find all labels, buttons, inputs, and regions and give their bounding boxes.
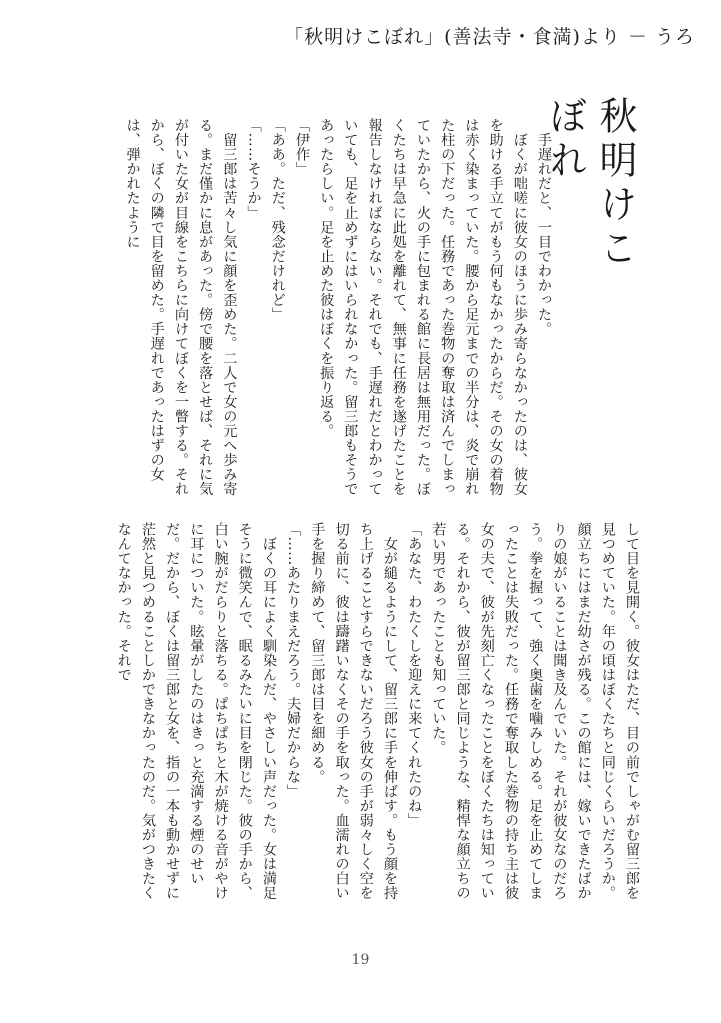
paragraph: 留三郎は苦々し気に顔を歪めた。二人で女の元へ歩み寄る。まだ僅かに息があった。傍で腰を落とせば、それに気が付いた女が目線をこちらに向けてぼくを一瞥する。それから、ぼくの隣で目を留めた。手遅れであったはずの女は、弾かれたように <box>124 118 238 497</box>
dialogue-line: 「ああ。ただ、残念だけれど」 <box>269 118 286 322</box>
paragraph: ぼくが咄嗟に彼女のほうに歩み寄らなかったのは、彼女を助ける手立てがもう何もなかったからだ。その女の着物は赤く染まっていた。腰から足元までの半分は、炎で崩れた柱の下だった。任務であった巻物の奪取は済んでしまっていたから、火の手に包まれる館に長居は無用だった。ぼくたちは早急に此処を離れて、無事に任務を遂げたことを報告しなければならない。それでも、手遅れだとわかっていても、足を止めずにはいられなかった。留三郎もそうであったらしい。足を止めた彼はぼくを振り返る。 <box>318 118 528 497</box>
text-block-upper <box>104 118 556 506</box>
dialogue-line: 「……あたりまえだろう。夫婦だからな」 <box>285 522 302 799</box>
dialogue-line: 「……そうか」 <box>245 118 262 220</box>
page-number: 19 <box>351 952 370 968</box>
story-title: 秋明けこぼれ <box>543 96 637 272</box>
paragraph: 女が縋るようにして、留三郎に手を伸ばす。もう顔を持ち上げることすらできないだろう彼女の手が弱々しく空を切る前に、彼は躊躇いなくその手を取った。血濡れの白い手を握り締めて、留三郎は目を細める。 <box>309 522 398 901</box>
dialogue-line: 「あなた、わたくしを迎えに来てくれたのね」 <box>406 522 423 828</box>
paragraph: 手遅れだと、一目でわかった。 <box>536 118 552 337</box>
running-head: 「秋明けこぼれ」(善法寺・食満)より － うろ <box>284 26 695 48</box>
paragraph: して目を見開く。彼女はただ、目の前でしゃがむ留三郎を見つめていた。年の頃はぼくたちと同じくらいだろうか。顔立ちにはまだ幼さが残る。この館には、嫁いできたばかりの娘がいることは聞き及んでいた。それが彼女なのだろう。拳を握って、強く奥歯を噛みしめる。足を止めてしまったことは失敗だった。任務で奪取した巻物の持ち主は彼女の夫で、彼が先刻亡くなったことをぼくたちは知っている。それから、彼が留三郎と同じような、精悍な顔立ちの若い男であったことも知っていた。 <box>430 522 640 901</box>
paragraph: ぼくの耳によく馴染んだ、やさしい声だった。女は満足そうに微笑んで、眠るみたいに目を閉じた。彼の手から、白い腕がだらりと落ちる。ぱちぱちと木が焼ける音がやけに耳についた。眩暈がしたのはきっと充満する煙のせいだ。だから、ぼくは留三郎と女を、指の一本も動かせずに茫然と見つめることしかできなかったのだ。気がつきたくなんてなかった。それで <box>115 522 277 901</box>
dialogue-line: 「伊作」 <box>293 118 310 177</box>
text-block-lower <box>104 522 644 908</box>
